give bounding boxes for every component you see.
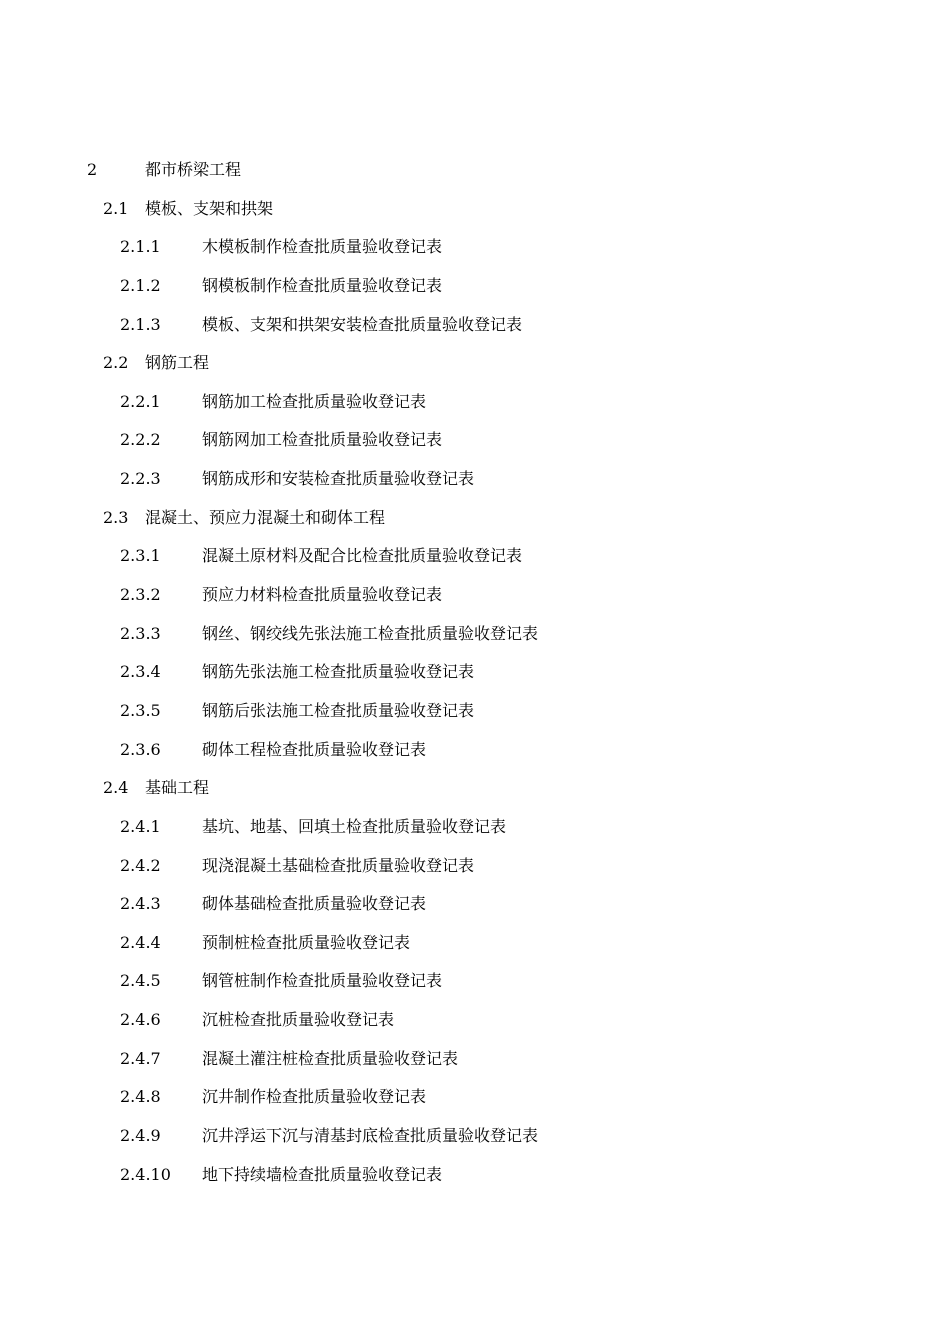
- toc-entry: [0, 576, 950, 615]
- toc-entry-title: 砌体基础检查批质量验收登记表: [202, 894, 427, 914]
- toc-entry-title: 模板、支架和拱架安装检查批质量验收登记表: [202, 314, 523, 334]
- toc-entry-number: 2.4.3: [120, 894, 161, 914]
- toc-entry-title: 预应力材料检查批质量验收登记表: [202, 585, 443, 605]
- toc-entry-title: 沉桩检查批质量验收登记表: [202, 1010, 395, 1030]
- toc-entry-title: 钢丝、钢绞线先张法施工检查批质量验收登记表: [202, 623, 539, 643]
- toc-entry-title: 钢筋先张法施工检查批质量验收登记表: [202, 662, 475, 682]
- toc-entry: [0, 1156, 950, 1195]
- toc-entry-title: 钢筋后张法施工检查批质量验收登记表: [202, 700, 475, 720]
- toc-entry-number: 2.3.6: [120, 739, 161, 759]
- toc-entry: [0, 962, 950, 1001]
- toc-entry: [0, 151, 950, 190]
- toc-entry: [0, 808, 950, 847]
- toc-entry-number: 2.3.4: [120, 662, 161, 682]
- toc-entry-number: 2.4.9: [120, 1126, 161, 1146]
- toc-entry-title: 基础工程: [145, 778, 210, 798]
- toc-entry-title: 钢管桩制作检查批质量验收登记表: [202, 971, 443, 991]
- toc-entry-number: 2.4: [103, 778, 129, 798]
- toc-entry: [0, 421, 950, 460]
- toc-entry-number: 2.1.2: [120, 275, 161, 295]
- toc-entry-title: 预制桩检查批质量验收登记表: [202, 932, 411, 952]
- toc-entry-title: 模板、支架和拱架: [145, 198, 274, 218]
- toc-entry-number: 2.4.2: [120, 855, 161, 875]
- toc-entry-number: 2.2.3: [120, 469, 161, 489]
- toc-entry: [0, 499, 950, 538]
- toc-entry-title: 钢筋工程: [145, 353, 210, 373]
- toc-entry: [0, 692, 950, 731]
- toc-entry-number: 2.1.3: [120, 314, 161, 334]
- toc-entry: [0, 1040, 950, 1079]
- toc-entry-number: 2.3.1: [120, 546, 161, 566]
- toc-entry-title: 木模板制作检查批质量验收登记表: [202, 237, 443, 257]
- toc-entry-number: 2.4.10: [120, 1164, 171, 1184]
- toc-entry-title: 钢筋加工检查批质量验收登记表: [202, 391, 427, 411]
- toc-entry: [0, 228, 950, 267]
- toc-entry-number: 2.3.2: [120, 585, 161, 605]
- toc-entry-title: 地下持续墙检查批质量验收登记表: [202, 1164, 443, 1184]
- toc-entry: [0, 615, 950, 654]
- toc-entry-number: 2.4.6: [120, 1010, 161, 1030]
- toc-entry-number: 2: [87, 160, 98, 179]
- toc-entry: [0, 847, 950, 886]
- table-of-contents: [0, 151, 950, 1194]
- toc-entry-number: 2.3.5: [120, 700, 161, 720]
- toc-entry-title: 沉井制作检查批质量验收登记表: [202, 1087, 427, 1107]
- toc-entry-title: 砌体工程检查批质量验收登记表: [202, 739, 427, 759]
- toc-entry-number: 2.2: [103, 353, 129, 373]
- toc-entry: [0, 653, 950, 692]
- toc-entry-title: 基坑、地基、回填土检查批质量验收登记表: [202, 816, 507, 836]
- toc-entry-title: 钢模板制作检查批质量验收登记表: [202, 275, 443, 295]
- toc-entry-number: 2.1: [103, 198, 129, 218]
- toc-entry-number: 2.2.1: [120, 391, 161, 411]
- toc-entry: [0, 537, 950, 576]
- toc-entry: [0, 1117, 950, 1156]
- toc-entry: [0, 769, 950, 808]
- toc-entry: [0, 885, 950, 924]
- toc-entry-number: 2.4.8: [120, 1087, 161, 1107]
- toc-entry-number: 2.4.1: [120, 816, 161, 836]
- toc-entry: [0, 306, 950, 345]
- toc-entry: [0, 383, 950, 422]
- toc-entry: [0, 267, 950, 306]
- toc-entry-title: 现浇混凝土基础检查批质量验收登记表: [202, 855, 475, 875]
- toc-entry: [0, 460, 950, 499]
- toc-entry-number: 2.4.7: [120, 1048, 161, 1068]
- toc-entry-title: 混凝土、预应力混凝土和砌体工程: [145, 507, 386, 527]
- toc-entry-number: 2.3.3: [120, 623, 161, 643]
- toc-entry-number: 2.3: [103, 507, 129, 527]
- toc-entry-number: 2.2.2: [120, 430, 161, 450]
- toc-entry: [0, 1078, 950, 1117]
- toc-entry-number: 2.1.1: [120, 237, 161, 257]
- toc-entry: [0, 190, 950, 229]
- toc-entry-title: 沉井浮运下沉与清基封底检查批质量验收登记表: [202, 1126, 539, 1146]
- toc-entry-title: 混凝土原材料及配合比检查批质量验收登记表: [202, 546, 523, 566]
- toc-entry: [0, 344, 950, 383]
- toc-entry-title: 混凝土灌注桩检查批质量验收登记表: [202, 1048, 459, 1068]
- toc-entry-number: 2.4.4: [120, 932, 161, 952]
- toc-entry: [0, 924, 950, 963]
- toc-entry: [0, 1001, 950, 1040]
- toc-entry: [0, 731, 950, 770]
- toc-entry-title: 都市桥梁工程: [145, 160, 242, 179]
- toc-entry-number: 2.4.5: [120, 971, 161, 991]
- toc-entry-title: 钢筋成形和安装检查批质量验收登记表: [202, 469, 475, 489]
- toc-entry-title: 钢筋网加工检查批质量验收登记表: [202, 430, 443, 450]
